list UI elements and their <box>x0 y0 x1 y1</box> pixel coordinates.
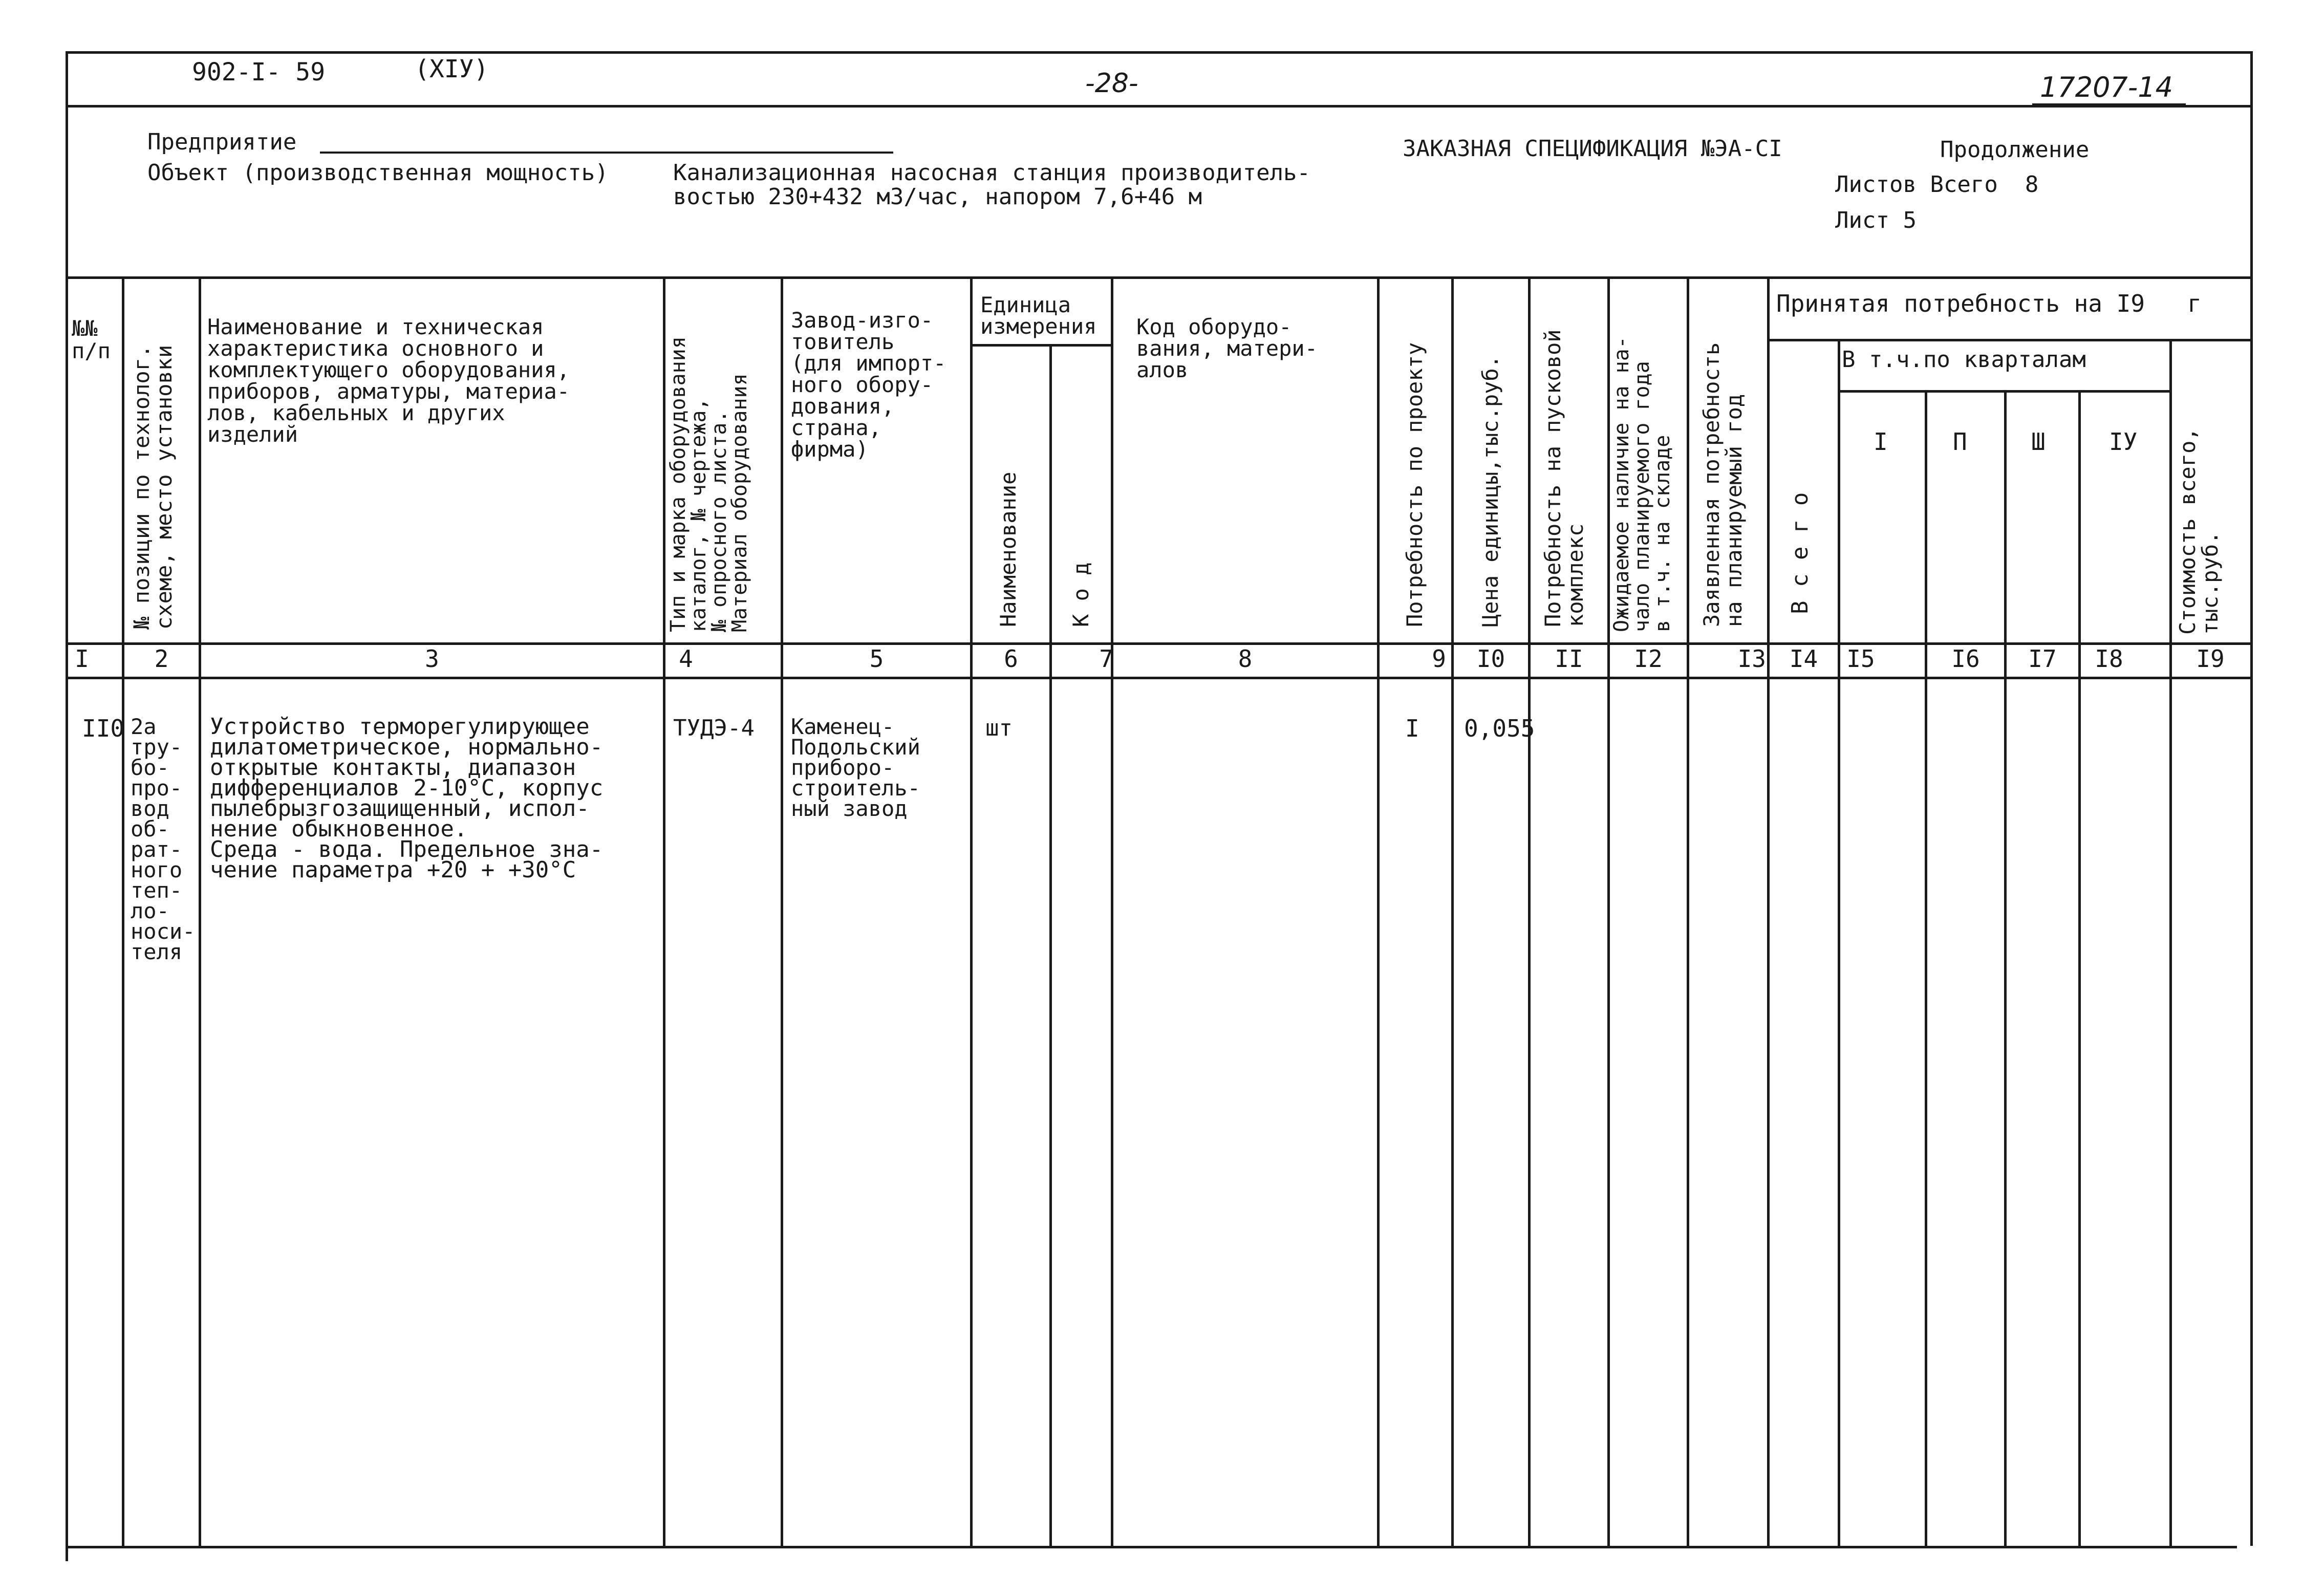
col-line-18 <box>2169 339 2172 1546</box>
col-line-3 <box>663 276 665 1546</box>
top-strip-bottom <box>67 105 2252 107</box>
col-line-8 <box>1377 276 1380 1546</box>
row-price: 0,055 <box>1464 715 1535 742</box>
page-number: -28- <box>1085 68 1138 99</box>
row-unit: шт <box>985 715 1013 741</box>
col14-header: В с е г о <box>1787 492 1813 614</box>
colnum-18: I8 <box>2095 645 2123 673</box>
col-line-7 <box>1111 276 1113 1546</box>
row-type: ТУДЭ-4 <box>673 715 755 741</box>
col1-header: №№ п/п <box>72 316 111 363</box>
col-line-17 <box>2078 390 2081 1546</box>
doc-code: 902-I- 59 <box>192 58 326 87</box>
col4-header: Тип и марка оборудования каталог, № чертежа, № опросного листа. Материал оборудования <box>666 336 751 632</box>
col6-header: Наименование <box>996 471 1021 627</box>
unit-subheader-line <box>970 344 1111 347</box>
doc-part: (XIУ) <box>415 55 489 83</box>
quarter-1: I <box>1874 428 1888 456</box>
colnum-2: 2 <box>154 645 169 673</box>
colnum-8: 8 <box>1238 645 1253 673</box>
frame-top <box>67 51 2252 54</box>
col2-header: № позиции по технолог. схеме, место установки <box>129 344 177 630</box>
col-line-15 <box>1925 390 1927 1546</box>
col7-header: К о д <box>1068 562 1093 627</box>
colnum-4: 4 <box>679 645 693 673</box>
quarter-3: Ш <box>2031 428 2046 456</box>
object-value-1: Канализационная насосная станция производитель- <box>673 160 1311 186</box>
frame-right <box>2250 51 2253 276</box>
continuation: Продолжение <box>1940 137 2090 163</box>
col-line-1 <box>122 276 124 1546</box>
col-line-9 <box>1451 276 1454 1546</box>
colnum-6: 6 <box>1004 645 1018 673</box>
row-qty: I <box>1405 715 1419 742</box>
object-label: Объект (производственная мощность) <box>147 160 609 186</box>
colnum-14: I4 <box>1789 645 1818 673</box>
col-line-13 <box>1767 276 1770 1546</box>
sheets-total: Листов Всего 8 <box>1835 171 2039 198</box>
col19-header: Стоимость всего, тыс.руб. <box>2175 427 2223 635</box>
sheet-number: Лист 5 <box>1835 207 1917 233</box>
colnum-9: 9 <box>1432 645 1446 673</box>
colnum-17: I7 <box>2028 645 2057 673</box>
enterprise-label: Предприятие <box>147 129 297 155</box>
col67-header: Единица измерения <box>980 292 1097 339</box>
table-top <box>67 276 2252 279</box>
quarter-2: П <box>1953 428 1967 456</box>
colnum-11: II <box>1555 645 1583 673</box>
colnum-5: 5 <box>869 645 884 673</box>
col10-header: Цена единицы,тыс.руб. <box>1478 355 1503 627</box>
row-maker: Каменец- Подольский приборо- строитель- ный завод <box>791 714 920 821</box>
col5-header: Завод-изго- товитель (для импорт- ного обору- дования, страна, фирма) <box>791 308 946 462</box>
col-line-12 <box>1687 276 1689 1546</box>
col3-header: Наименование и техническая характеристика основного и комплектующего оборудования, приборов, арматуры, материа- лов, кабельных и других изделий <box>207 314 570 447</box>
colnum-7: 7 <box>1099 645 1113 673</box>
table-bottom <box>67 1546 2237 1548</box>
row-description: Устройство терморегулирующее дилатометрическое, нормально- открытые контакты, диапазон дифференциалов 2-10°С, корпус пылебрызгозащищенный, испол- нение обыкновенное. Среда - вода. Предельное зна- чение параметра +20 + +30°С <box>210 714 604 883</box>
col-line-14 <box>1838 339 1840 1546</box>
col-line-6 <box>1049 344 1052 1546</box>
colnum-15: I5 <box>1846 645 1875 673</box>
colnum-12: I2 <box>1634 645 1663 673</box>
inventory-number: 17207-14 <box>2040 71 2173 103</box>
inventory-underline <box>2032 103 2186 105</box>
col9-header: Потребность по проекту <box>1402 342 1427 627</box>
row-number: II0 <box>82 715 125 742</box>
enterprise-underline <box>320 152 893 154</box>
colnum-1: I <box>75 645 89 673</box>
colnum-13: I3 <box>1737 645 1766 673</box>
col-line-10 <box>1528 276 1531 1546</box>
accepted-header: Принятая потребность на I9 г <box>1776 290 2202 317</box>
col-line-16 <box>2004 390 2007 1546</box>
col-line-5 <box>970 276 973 1546</box>
object-value-2: востью 230+432 м3/час, напором 7,6+46 м <box>673 184 1202 210</box>
col8-header: Код оборудо- вания, матери- алов <box>1136 314 1318 382</box>
colnum-10: I0 <box>1476 645 1505 673</box>
colnum-19: I9 <box>2196 645 2225 673</box>
spec-title: ЗАКАЗНАЯ СПЕЦИФИКАЦИЯ №ЭА-CI <box>1403 136 1782 162</box>
colnum-16: I6 <box>1951 645 1980 673</box>
colnum-3: 3 <box>425 645 439 673</box>
row-position: 2а тру- бо- про- вод об- рат- ного теп- ло- носи- теля <box>131 714 196 964</box>
col-line-19 <box>2250 276 2253 1546</box>
col12-header: Ожидаемое наличие на на- чало планируемого года в т.ч. на складе <box>1610 336 1674 632</box>
quarter-4: IУ <box>2109 428 2138 456</box>
quarters-header: В т.ч.по кварталам <box>1842 347 2086 373</box>
col-line-4 <box>781 276 783 1546</box>
col-line-2 <box>199 276 201 1546</box>
col13-header: Заявленная потребность на планируемый год <box>1699 342 1747 627</box>
col11-header: Потребность на пусковой комплекс <box>1540 329 1588 627</box>
